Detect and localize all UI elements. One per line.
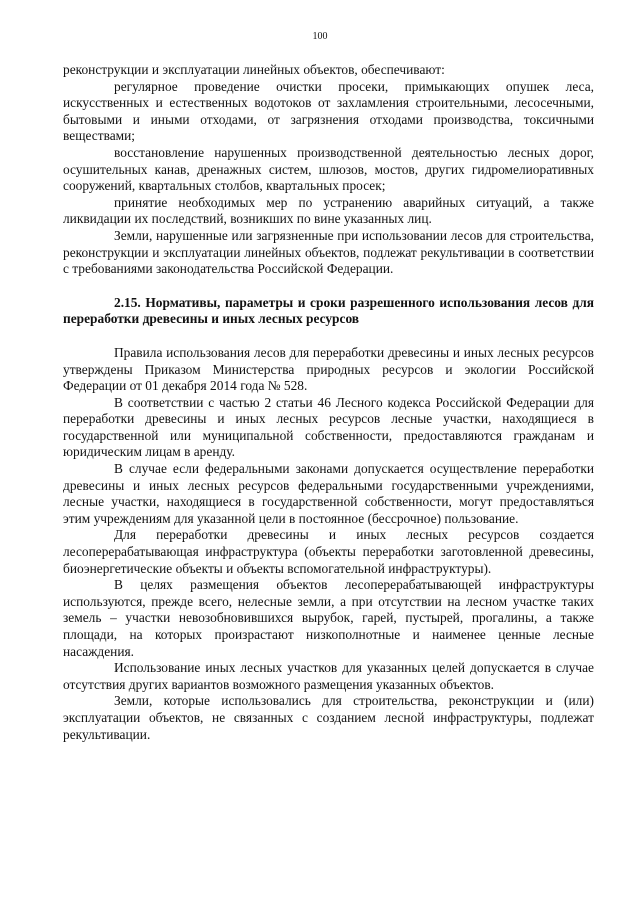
paragraph-other-plots: Использование иных лесных участков для указанных целей допускается в случае отсутствия других вариантов возможного размещения указанных объектов. bbox=[63, 660, 594, 692]
paragraph-rules: Правила использования лесов для переработки древесины и иных лесных ресурсов утверждены Приказом Министерства природных ресурсов и экологии Российской Федерации от 01 декабря 2014 года № 528. bbox=[63, 344, 594, 394]
paragraph-placement: В целях размещения объектов лесоперерабатывающей инфраструктуры используются, прежде всего, нелесные земли, а при отсутствии на лесном участке таких земель – участки невозобновившихся вырубок, гарей, пустырей, прогалины, а также площади, на которых произрастают низкополнотные и наименее ценные лесные насаждения. bbox=[63, 577, 594, 659]
section-spacer bbox=[63, 328, 594, 345]
paragraph-federal-institutions: В случае если федеральными законами допускается осуществление переработки древесины и иных лесных ресурсов федеральными государственными учреждениями, лесные участки, находящиеся в государственной собственности, могут предоставляться этим учреждениям для указанной цели в постоянное (бессрочное) пользование. bbox=[63, 461, 594, 526]
page-number: 100 bbox=[312, 31, 328, 42]
paragraph-land-recultivation: Земли, нарушенные или загрязненные при использовании лесов для строительства, реконструкции и эксплуатации линейных объектов, подлежат рекультивации в соответствии с требованиями законодательства Российской Федерации. bbox=[63, 227, 594, 277]
paragraph-recultivation: Земли, которые использовались для строительства, реконструкции и (или) эксплуатации объектов, не связанных с созданием лесной инфраструктуры, подлежат рекультивации. bbox=[63, 693, 594, 742]
paragraph-restoration: восстановление нарушенных производственной деятельностью лесных дорог, осушительных канав, дренажных систем, шлюзов, мостов, других гидромелиоративных сооружений, квартальных столбов, квартальных просек; bbox=[63, 144, 594, 194]
paragraph-continuation: реконструкции и эксплуатации линейных объектов, обеспечивают: bbox=[63, 62, 445, 77]
paragraph-emergency: принятие необходимых мер по устранению аварийных ситуаций, а также ликвидации их последствий, возникших по вине указанных лиц. bbox=[63, 194, 594, 227]
paragraph-clearing: регулярное проведение очистки просеки, примыкающих опушек леса, искусственных и естественных водотоков от захламления строительными, лесосечными, бытовыми и иными отходами, от загрязнения отходами производства, токсичными веществами; bbox=[63, 78, 594, 144]
paragraph-infrastructure: Для переработки древесины и иных лесных ресурсов создается лесоперерабатывающая инфраструктура (объекты переработки заготовленной древесины, биоэнергетические объекты и объекты вспомогательной инфраструктуры). bbox=[63, 527, 594, 576]
paragraph-article-46: В соответствии с частью 2 статьи 46 Лесного кодекса Российской Федерации для переработки древесины и иных лесных ресурсов лесные участки, находящиеся в государственной или муниципальной собственности, предоставляются гражданам и юридическим лицам в аренду. bbox=[63, 394, 594, 460]
section-heading: 2.15. Нормативы, параметры и сроки разрешенного использования лесов для переработки древесины и иных лесных ресурсов bbox=[63, 294, 594, 327]
section-spacer bbox=[63, 278, 594, 295]
document-body bbox=[63, 62, 594, 743]
